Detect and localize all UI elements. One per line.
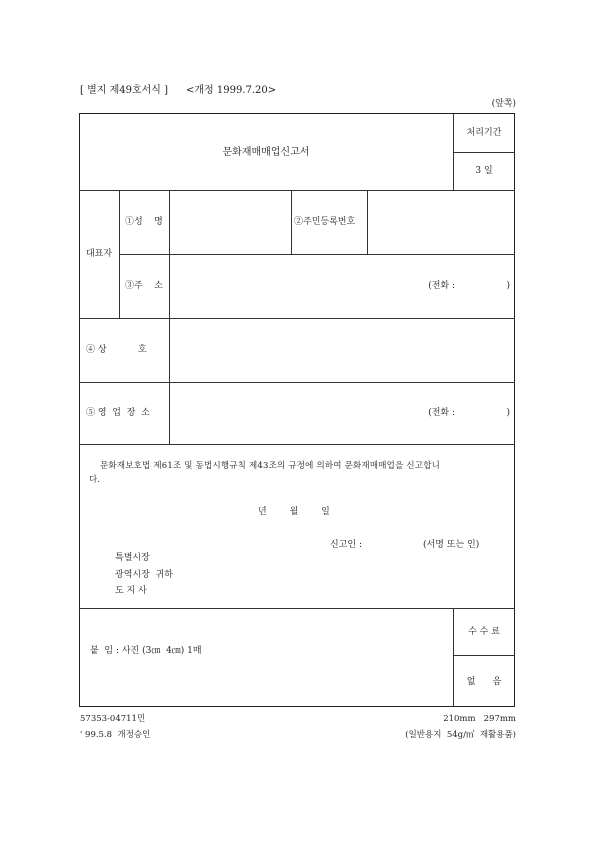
divider xyxy=(291,190,292,254)
address-phone[interactable]: (전화 : ) xyxy=(428,281,510,291)
divider xyxy=(367,190,368,254)
fee-label: 수 수 료 xyxy=(468,627,500,637)
address-label: ③주 소 xyxy=(125,281,163,291)
declaration-date: 년 월 일 xyxy=(258,507,330,517)
signature-label: (서명 또는 인) xyxy=(423,540,480,550)
page-side-label: (앞쪽) xyxy=(491,99,516,109)
form-code: 57353-04711민 xyxy=(80,714,146,724)
paper-size: 210mm 297mm xyxy=(443,714,516,724)
name-field[interactable] xyxy=(175,218,285,232)
resident-number-label: ②주민등록번호 xyxy=(294,217,356,227)
processing-period-label: 처리기간 xyxy=(466,128,502,138)
divider xyxy=(453,608,454,707)
divider xyxy=(453,113,454,190)
addressee-mayor: 특별시장 xyxy=(115,553,150,563)
divider xyxy=(453,152,515,153)
representative-label: 대표자 xyxy=(85,249,113,259)
divider xyxy=(79,190,515,191)
paper-spec: (일반용지 54g/㎡ 재활용품) xyxy=(405,730,516,740)
divider xyxy=(79,382,515,383)
divider xyxy=(79,318,515,319)
divider xyxy=(79,608,515,609)
addressee-metro-mayor: 광역시장 귀하 xyxy=(115,570,173,580)
fee-value: 없 음 xyxy=(466,677,502,687)
addressee-governor: 도 지 사 xyxy=(115,586,147,596)
declaration-statement: 문화재보호법 제61조 및 동법시행규칙 제43조의 규정에 의하여 문화재매매업을 신고합니 xyxy=(100,461,441,471)
form-reference: [ 별지 제49호서식 ] xyxy=(80,85,169,96)
form-title: 문화재매매업신고서 xyxy=(222,147,310,158)
resident-number-field[interactable] xyxy=(373,218,509,232)
declarant-label: 신고인 : xyxy=(330,540,362,550)
processing-period-value: 3 일 xyxy=(475,166,493,176)
divider xyxy=(453,655,515,656)
revision-date: <개정 1999.7.20> xyxy=(186,85,277,96)
divider xyxy=(119,254,515,255)
name-label: ①성 명 xyxy=(125,217,163,227)
business-place-label: ⑤ 영 업 장 소 xyxy=(86,408,150,418)
divider xyxy=(119,190,120,318)
divider xyxy=(169,190,170,444)
attachment-note: 붙 임 : 사진 (3㎝ 4㎝) 1매 xyxy=(90,646,202,656)
trade-name-field[interactable] xyxy=(175,344,509,358)
divider xyxy=(79,444,515,445)
approval-date: ' 99.5.8 개정승인 xyxy=(80,730,151,740)
trade-name-label: ④ 상 호 xyxy=(86,345,147,355)
business-place-phone[interactable]: (전화 : ) xyxy=(428,408,510,418)
declaration-statement-end: 다. xyxy=(89,475,100,485)
